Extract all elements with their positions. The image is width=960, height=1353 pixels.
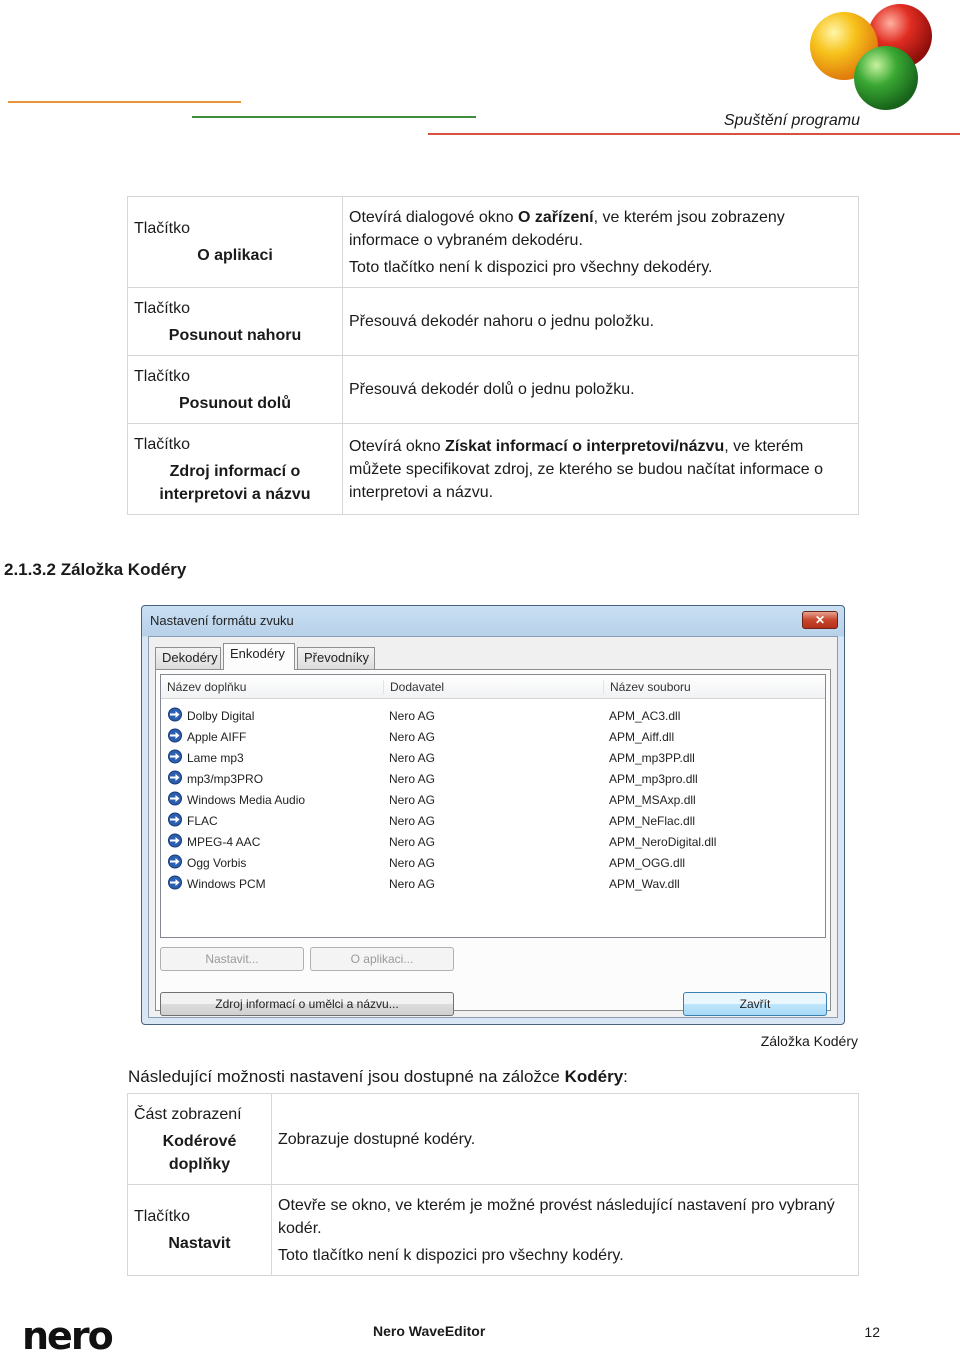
page-number: 12 [864, 1324, 880, 1340]
label-name: Zdroj informací o interpretovi a názvu [159, 462, 311, 503]
close-icon[interactable]: ✕ [802, 611, 838, 629]
row-description [272, 1185, 859, 1276]
row-description [343, 288, 859, 356]
plugin-icon [167, 812, 183, 827]
label-type: Tlačítko [134, 1208, 191, 1225]
label-type: Tlačítko [134, 367, 191, 385]
list-item[interactable] [161, 873, 825, 894]
encoder-list[interactable] [160, 674, 826, 938]
header-title: Spuštění programu [723, 112, 860, 129]
row-label [128, 424, 343, 515]
list-item[interactable] [161, 768, 825, 789]
figure-caption: Záložka Kodéry [760, 1033, 858, 1049]
vendor-name: Nero AG [389, 772, 436, 786]
description-paragraph: Zobrazuje dostupné kodéry. [278, 1130, 476, 1148]
plugin-icon [167, 770, 183, 785]
file-name: APM_MSAxp.dll [609, 793, 696, 807]
row-label [128, 288, 343, 356]
dialog-body [148, 636, 838, 1018]
table-row [128, 197, 859, 288]
plugin-icon [167, 707, 183, 722]
file-name: APM_mp3pro.dll [609, 772, 698, 786]
column-header-file[interactable]: Název souboru [603, 680, 691, 694]
row-description [343, 197, 859, 288]
encoders-panel [155, 669, 831, 1011]
vendor-name: Nero AG [389, 835, 436, 849]
row-label [128, 356, 343, 424]
vendor-name: Nero AG [389, 877, 436, 891]
decorative-balls-icon [806, 2, 936, 112]
table-row [128, 1185, 859, 1276]
dialog-title: Nastavení formátu zvuku [150, 613, 294, 628]
description-paragraph: Otevírá okno Získat informací o interpretovi/názvu, ve kterém můžete specifikovat zdroj, ze kterého se budou načítat informace o interpretovi a názvu. [349, 437, 824, 501]
vendor-name: Nero AG [389, 856, 436, 870]
file-name: APM_Wav.dll [609, 877, 680, 891]
plugin-icon [167, 833, 183, 848]
list-header [161, 675, 825, 699]
file-name: APM_NeroDigital.dll [609, 835, 717, 849]
header-rule-red [428, 133, 960, 135]
row-description [343, 424, 859, 515]
list-item[interactable] [161, 747, 825, 768]
label-name: Posunout nahoru [168, 326, 302, 344]
list-item[interactable] [161, 852, 825, 873]
file-name: APM_Aiff.dll [609, 730, 675, 744]
about-button[interactable]: O aplikaci... [310, 947, 454, 971]
table-row [128, 1094, 859, 1185]
tab-decoders[interactable]: Dekodéry [155, 647, 221, 669]
column-header-plugin[interactable]: Název doplňku [167, 680, 247, 694]
list-item[interactable] [161, 726, 825, 747]
description-paragraph: Otevírá dialogové okno O zařízení, ve kterém jsou zobrazeny informace o vybraném dekodéru. [349, 208, 785, 249]
audio-format-dialog [141, 605, 845, 1025]
vendor-name: Nero AG [389, 814, 436, 828]
description-paragraph: Toto tlačítko není k dispozici pro všechny dekodéry. [349, 258, 713, 276]
file-name: APM_AC3.dll [609, 709, 681, 723]
table-row [128, 288, 859, 356]
encoder-options-table [127, 1093, 859, 1276]
list-item[interactable] [161, 831, 825, 852]
plugin-name: Windows Media Audio [187, 793, 306, 807]
plugin-name: Lame mp3 [187, 751, 244, 765]
label-name: Nastavit [168, 1235, 231, 1252]
list-item[interactable] [161, 705, 825, 726]
settings-button[interactable]: Nastavit... [160, 947, 304, 971]
plugin-name: Dolby Digital [187, 709, 255, 723]
vendor-name: Nero AG [389, 709, 436, 723]
plugin-icon [167, 749, 183, 764]
description-paragraph: Otevře se okno, ve kterém je možné provést následující nastavení pro vybraný kodér. [278, 1196, 835, 1237]
intro-text: Následující možnosti nastavení jsou dostupné na záložce Kodéry: [128, 1067, 628, 1086]
plugin-icon [167, 875, 183, 890]
column-header-vendor[interactable]: Dodavatel [383, 680, 444, 694]
plugin-name: MPEG-4 AAC [187, 835, 261, 849]
vendor-name: Nero AG [389, 730, 436, 744]
row-label [128, 1185, 272, 1276]
file-name: APM_mp3PP.dll [609, 751, 695, 765]
plugin-name: mp3/mp3PRO [187, 772, 264, 786]
footer-product: Nero WaveEditor [373, 1323, 486, 1339]
section-heading: 2.1.3.2 Záložka Kodéry [4, 560, 187, 579]
list-item[interactable] [161, 810, 825, 831]
plugin-icon [167, 728, 183, 743]
button-description-table [127, 196, 859, 515]
nero-logo: nero [22, 1314, 112, 1353]
artist-title-source-button[interactable]: Zdroj informací o umělci a názvu... [160, 992, 454, 1016]
tab-converters[interactable]: Převodníky [297, 647, 375, 669]
description-paragraph: Přesouvá dekodér nahoru o jednu položku. [349, 313, 655, 330]
label-type: Část zobrazení [134, 1105, 242, 1123]
plugin-name: Ogg Vorbis [187, 856, 247, 870]
row-description [272, 1094, 859, 1185]
tab-encoders[interactable]: Enkodéry [223, 643, 295, 670]
description-paragraph: Přesouvá dekodér dolů o jednu položku. [349, 381, 635, 398]
table-row [128, 356, 859, 424]
plugin-icon [167, 791, 183, 806]
vendor-name: Nero AG [389, 751, 436, 765]
list-item[interactable] [161, 789, 825, 810]
plugin-name: Windows PCM [187, 877, 266, 891]
file-name: APM_NeFlac.dll [609, 814, 696, 828]
table-row [128, 424, 859, 515]
header-rule-orange [8, 101, 241, 103]
plugin-name: Apple AIFF [187, 730, 247, 744]
vendor-name: Nero AG [389, 793, 436, 807]
description-paragraph: Toto tlačítko není k dispozici pro všechny kodéry. [278, 1246, 624, 1264]
label-type: Tlačítko [134, 220, 191, 237]
header-rule-green [192, 116, 476, 118]
label-name: Posunout dolů [179, 394, 291, 412]
row-label [128, 1094, 272, 1185]
plugin-icon [167, 854, 183, 869]
row-label [128, 197, 343, 288]
close-button[interactable]: Zavřít [683, 992, 827, 1016]
label-type: Tlačítko [134, 435, 191, 453]
row-description [343, 356, 859, 424]
label-name: O aplikaci [197, 247, 273, 264]
label-name: Kodérové doplňky [162, 1132, 237, 1173]
file-name: APM_OGG.dll [609, 856, 686, 870]
label-type: Tlačítko [134, 299, 191, 317]
plugin-name: FLAC [187, 814, 218, 828]
